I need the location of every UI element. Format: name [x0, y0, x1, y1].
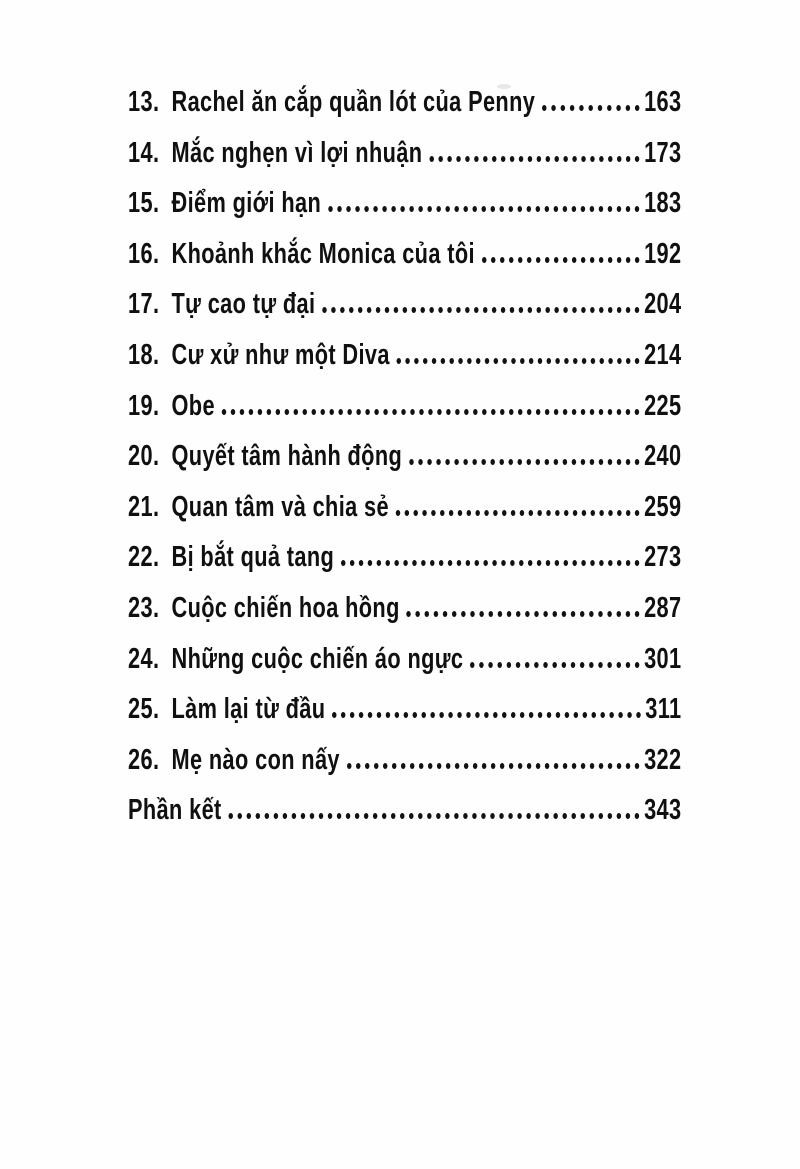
toc-row: [128, 179, 682, 230]
toc-entry-page: 183: [644, 187, 682, 220]
toc-row: [128, 584, 682, 635]
toc-entry-number: 13.: [128, 86, 160, 118]
toc-entry-title: Obe: [171, 389, 215, 422]
toc-row: [128, 685, 682, 736]
table-of-contents: [128, 78, 682, 837]
toc-entry-page: 311: [645, 693, 682, 726]
toc-entry-title: Khoảnh khắc Monica của tôi: [171, 237, 475, 270]
toc-entry-number: 20.: [128, 440, 160, 473]
dot-leader: [407, 611, 640, 617]
toc-entry-title: Quan tâm và chia sẻ: [171, 490, 389, 523]
dot-leader: [409, 459, 640, 465]
dot-leader: [470, 662, 639, 668]
toc-entry-title: Rachel ăn cắp quần lót của Penny: [171, 86, 536, 118]
toc-row: [128, 78, 682, 129]
dot-leader: [482, 257, 640, 263]
toc-row: [128, 331, 682, 382]
toc-entry-page: 192: [644, 237, 682, 270]
toc-entry-page: 240: [644, 440, 682, 473]
dot-leader: [322, 307, 639, 313]
toc-row: [128, 533, 682, 584]
toc-entry-number: 17.: [128, 288, 160, 321]
toc-entry-page: 322: [644, 743, 682, 776]
dot-leader: [347, 763, 640, 769]
toc-entry-title: Quyết tâm hành động: [171, 440, 403, 473]
toc-entry-title: Mẹ nào con nấy: [171, 743, 340, 776]
toc-row: [128, 230, 682, 281]
toc-entry-number: 19.: [128, 389, 160, 422]
toc-row: [128, 432, 682, 483]
toc-entry-page: 214: [644, 338, 682, 371]
dot-leader: [542, 105, 640, 111]
dot-leader: [228, 813, 639, 819]
toc-entry-title: Những cuộc chiến áo ngực: [171, 642, 464, 675]
toc-entry-number: 16.: [128, 237, 160, 270]
toc-row: [128, 280, 682, 331]
toc-entry-title: Điểm giới hạn: [171, 187, 322, 220]
dot-leader: [341, 560, 640, 566]
toc-entry-page: 301: [644, 642, 682, 675]
toc-row: [128, 382, 682, 433]
dot-leader: [222, 409, 640, 415]
toc-entry-title: Phần kết: [128, 794, 222, 827]
dot-leader: [328, 206, 640, 212]
toc-entry-title: Cuộc chiến hoa hồng: [171, 591, 400, 624]
toc-row: [128, 129, 682, 180]
toc-entry-title: Bị bắt quả tang: [171, 541, 335, 574]
toc-row: [128, 736, 682, 787]
dot-leader: [397, 358, 640, 364]
toc-entry-title: Cư xử như một Diva: [171, 338, 390, 371]
toc-entry-page: 204: [644, 288, 682, 321]
toc-entry-page: 259: [644, 490, 682, 523]
dot-leader: [332, 712, 641, 718]
toc-entry-number: 21.: [128, 490, 160, 523]
dot-leader: [396, 510, 640, 516]
toc-entry-page: 273: [644, 541, 682, 574]
toc-entry-number: 26.: [128, 743, 160, 776]
toc-entry-number: 24.: [128, 642, 160, 675]
toc-entry-number: 15.: [128, 187, 160, 220]
toc-entry-title: Tự cao tự đại: [171, 288, 316, 321]
dot-leader: [429, 156, 639, 162]
toc-entry-number: 14.: [128, 136, 160, 169]
toc-row: [128, 635, 682, 686]
toc-entry-number: 18.: [128, 338, 160, 371]
toc-row: [128, 483, 682, 534]
toc-entry-page: 287: [644, 591, 682, 624]
toc-entry-page: 343: [644, 794, 682, 827]
toc-entry-number: 22.: [128, 541, 160, 574]
toc-entry-page: 225: [644, 389, 682, 422]
toc-entry-title: Mắc nghẹn vì lợi nhuận: [171, 136, 423, 169]
toc-row: [128, 786, 682, 837]
toc-entry-number: 25.: [128, 693, 160, 726]
toc-entry-page: 173: [644, 136, 682, 169]
toc-entry-page: 163: [644, 86, 682, 118]
toc-entry-title: Làm lại từ đầu: [171, 693, 326, 726]
toc-entry-number: 23.: [128, 591, 160, 624]
